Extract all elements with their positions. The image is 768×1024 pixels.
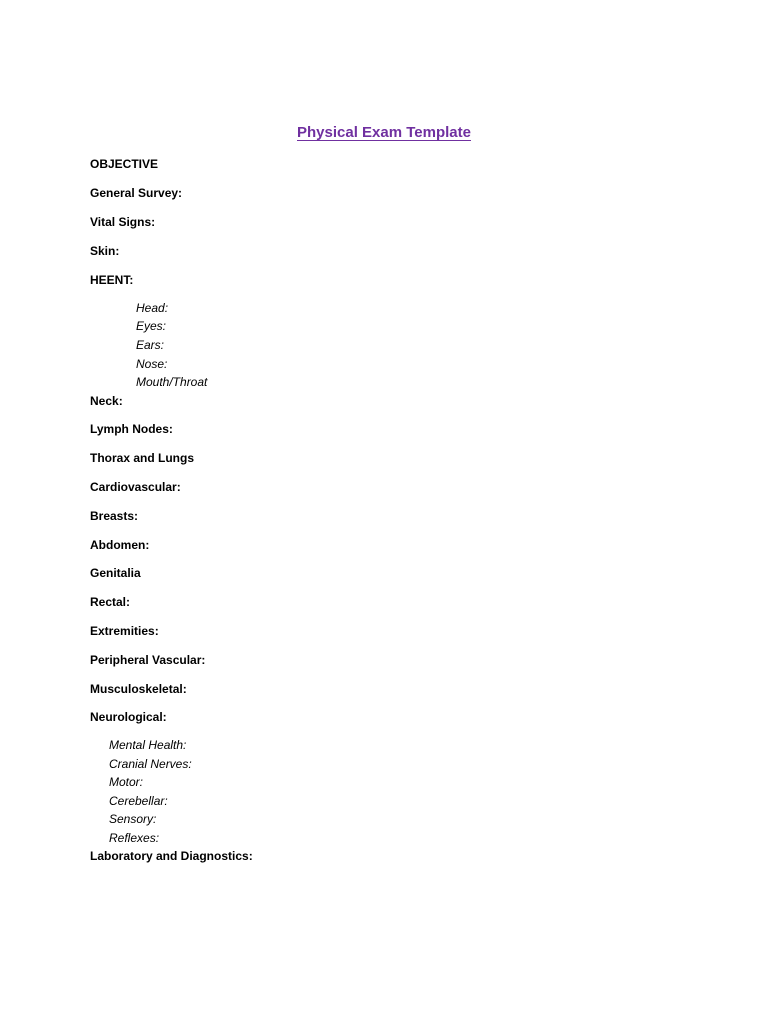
neuro-item-sensory: Sensory: (109, 812, 157, 826)
section-skin: Skin: (90, 244, 120, 258)
section-general-survey: General Survey: (90, 186, 183, 200)
heent-item-nose: Nose: (136, 357, 168, 371)
section-extremities: Extremities: (90, 624, 159, 638)
neuro-item-cranial-nerves: Cranial Nerves: (109, 757, 192, 771)
document-title: Physical Exam Template (297, 124, 471, 141)
section-abdomen: Abdomen: (90, 538, 150, 552)
heent-item-eyes: Eyes: (136, 319, 167, 333)
section-cardiovascular: Cardiovascular: (90, 480, 181, 494)
section-objective: OBJECTIVE (90, 157, 159, 171)
section-vital-signs: Vital Signs: (90, 215, 156, 229)
section-musculoskeletal: Musculoskeletal: (90, 682, 187, 696)
section-neck: Neck: (90, 394, 123, 408)
section-neurological: Neurological: (90, 710, 167, 724)
section-heent: HEENT: (90, 273, 134, 287)
heent-item-ears: Ears: (136, 338, 165, 352)
section-lymph-nodes: Lymph Nodes: (90, 422, 173, 436)
neuro-item-mental-health: Mental Health: (109, 738, 187, 752)
neuro-item-motor: Motor: (109, 775, 144, 789)
section-breasts: Breasts: (90, 509, 139, 523)
section-thorax-lungs: Thorax and Lungs (90, 451, 195, 465)
neuro-item-cerebellar: Cerebellar: (109, 794, 168, 808)
heent-item-head: Head: (136, 301, 169, 315)
heent-item-mouth-throat: Mouth/Throat (136, 375, 208, 389)
section-lab-diagnostics: Laboratory and Diagnostics: (90, 849, 253, 863)
neuro-item-reflexes: Reflexes: (109, 831, 160, 845)
section-genitalia: Genitalia (90, 566, 141, 580)
section-rectal: Rectal: (90, 595, 131, 609)
section-peripheral-vascular: Peripheral Vascular: (90, 653, 206, 667)
